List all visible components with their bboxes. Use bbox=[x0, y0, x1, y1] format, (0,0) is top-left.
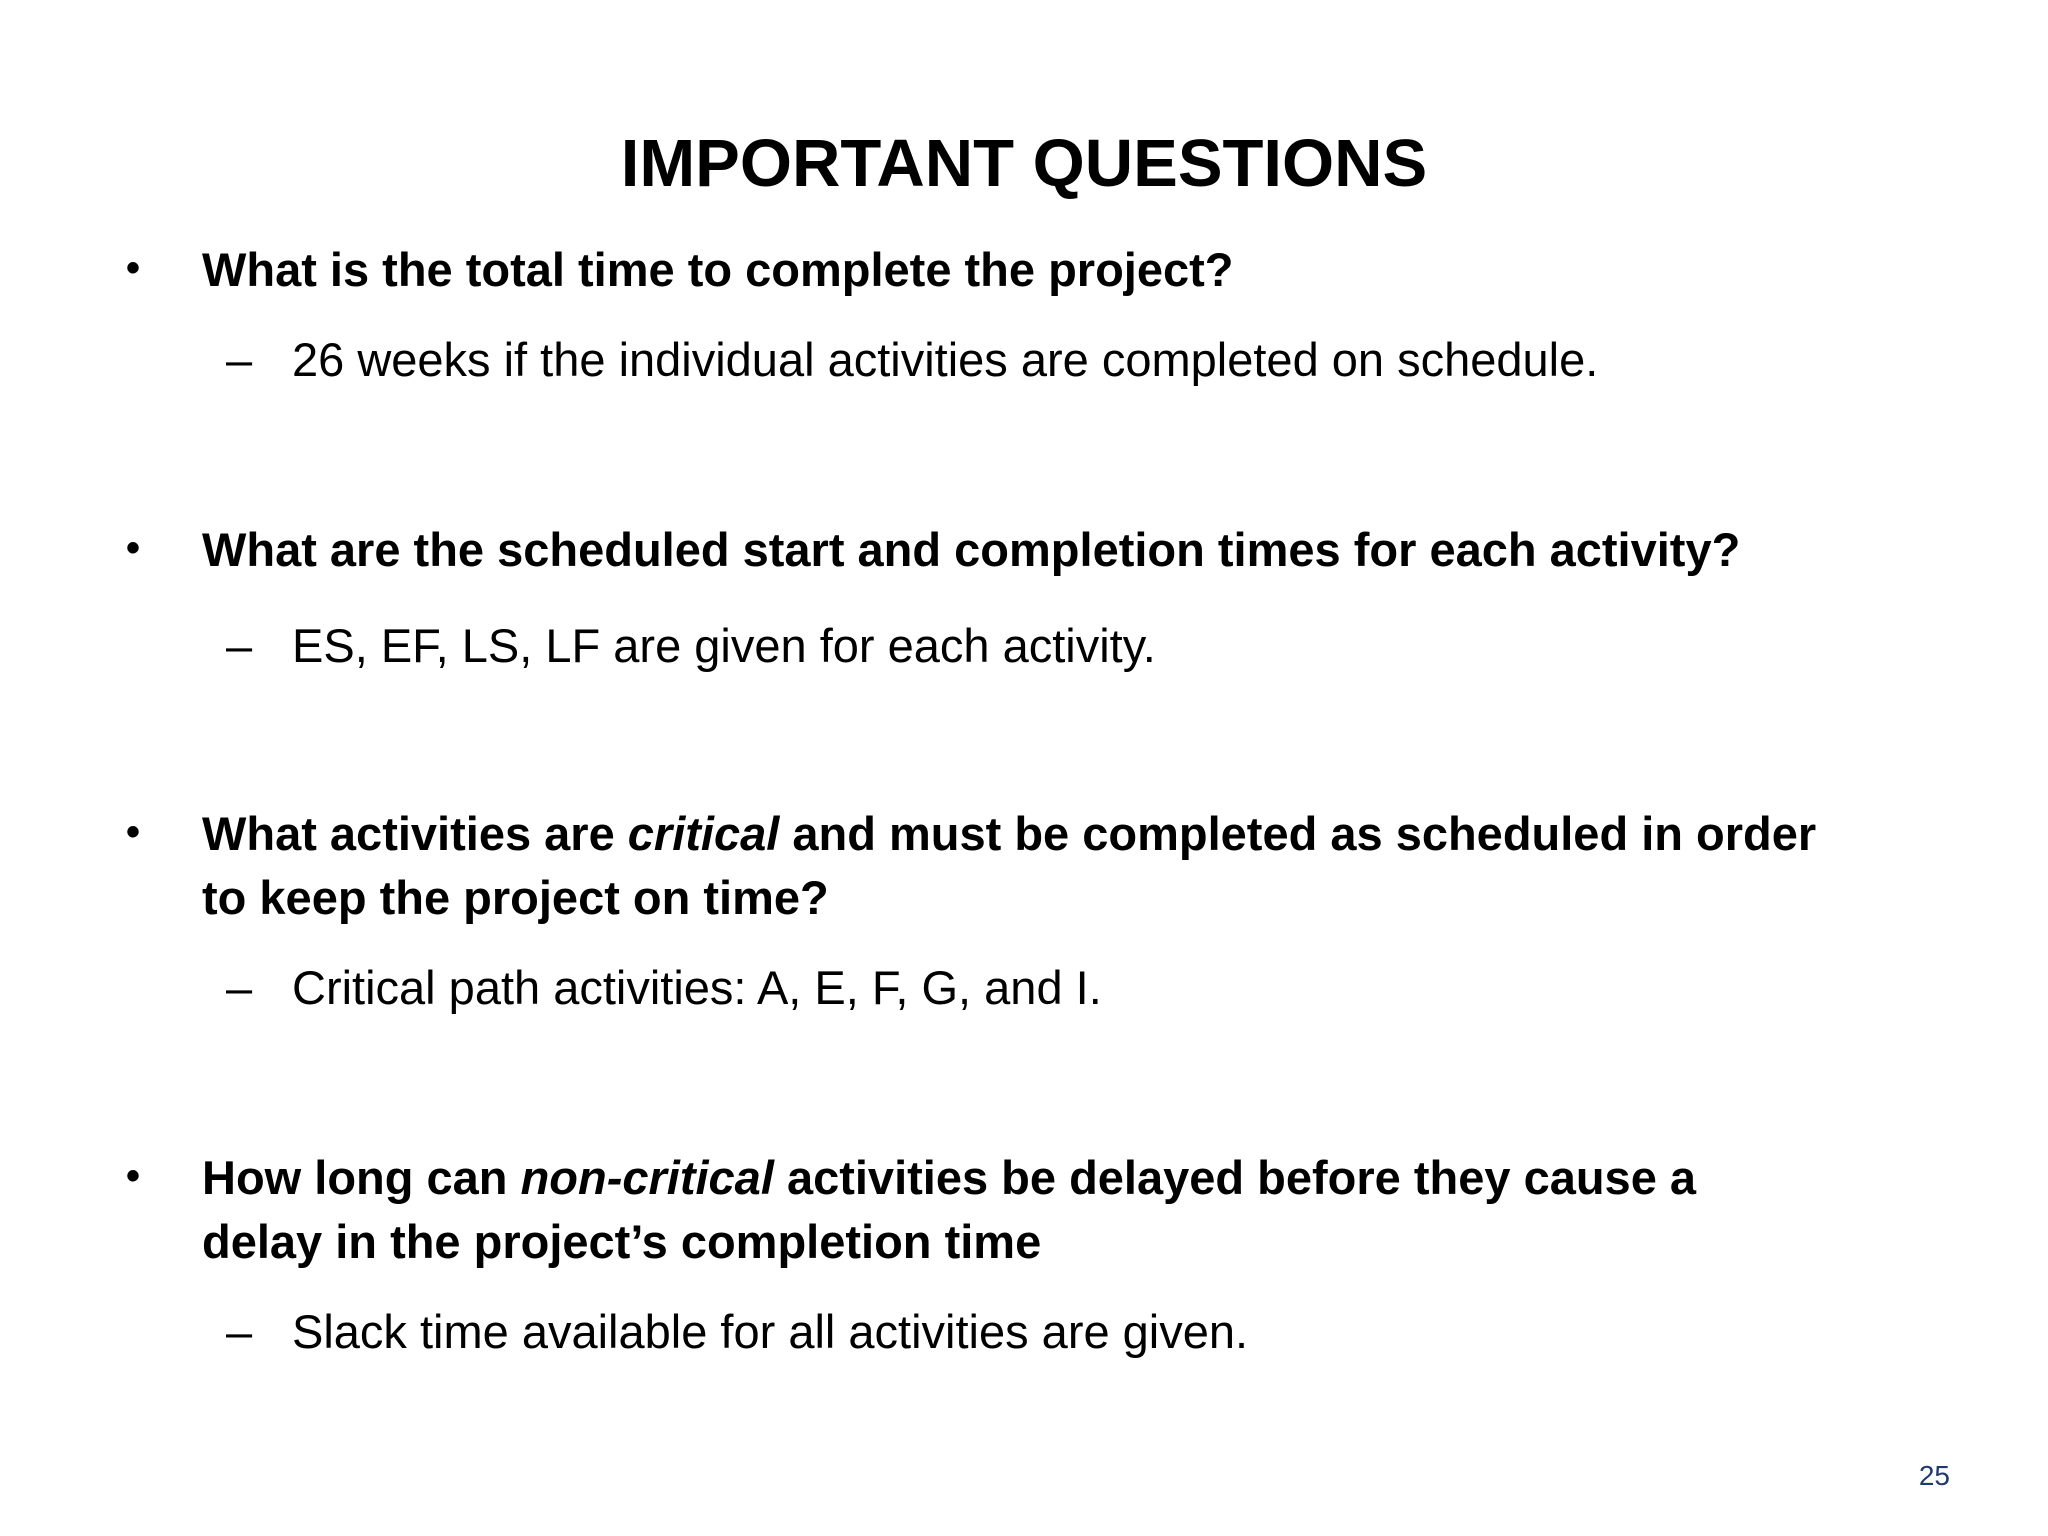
bullet-icon: • bbox=[126, 1154, 141, 1198]
dash-icon: – bbox=[226, 1305, 253, 1358]
question-3-line-2: to keep the project on time? bbox=[202, 871, 829, 924]
answer-3-text: Critical path activities: A, E, F, G, and I. bbox=[292, 961, 1102, 1014]
question-2-text: What are the scheduled start and completion times for each activity? bbox=[202, 523, 1741, 576]
bullet-icon: • bbox=[126, 526, 141, 570]
bullet-icon: • bbox=[126, 246, 141, 290]
emphasis-non-critical: non-critical bbox=[520, 1151, 774, 1204]
dash-icon: – bbox=[226, 619, 253, 672]
slide-title: IMPORTANT QUESTIONS bbox=[620, 126, 1428, 201]
answer-1-text: 26 weeks if the individual activities are completed on schedule. bbox=[292, 333, 1599, 386]
question-3-text bbox=[202, 802, 2002, 930]
question-4-line-1: How long can non-critical activities be delayed before they cause a bbox=[202, 1151, 1697, 1204]
dash-icon: – bbox=[226, 333, 253, 386]
question-4-line-2: delay in the project’s completion time bbox=[202, 1215, 1042, 1268]
emphasis-critical: critical bbox=[627, 807, 780, 860]
answer-2-text: ES, EF, LS, LF are given for each activity. bbox=[292, 619, 1156, 672]
question-4-text bbox=[202, 1146, 2002, 1274]
bullet-icon: • bbox=[126, 810, 141, 854]
page-number: 25 bbox=[1918, 1460, 1950, 1491]
dash-icon: – bbox=[226, 961, 253, 1014]
question-1-text: What is the total time to complete the project? bbox=[202, 243, 1234, 296]
question-3-line-1: What activities are critical and must be completed as scheduled in order bbox=[202, 807, 1817, 860]
answer-4-text: Slack time available for all activities are given. bbox=[292, 1305, 1249, 1358]
